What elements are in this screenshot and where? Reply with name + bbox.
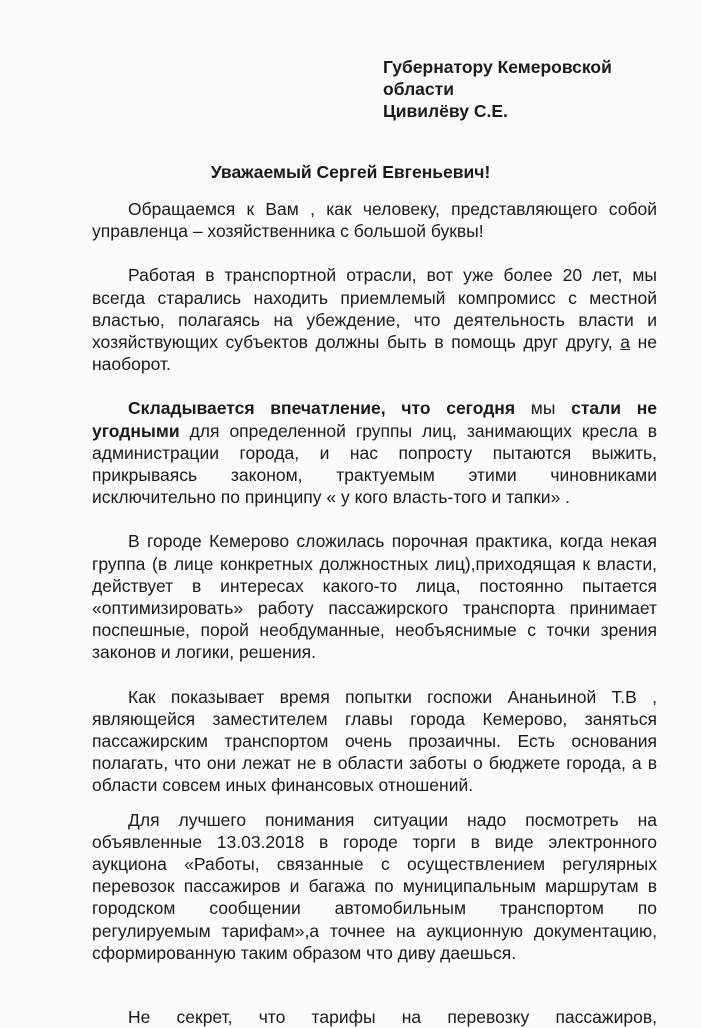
letter-body: [92, 198, 657, 1028]
underlined-word: а: [620, 332, 630, 353]
addressee-line: Губернатору Кемеровской: [383, 57, 612, 77]
paragraph-text: мы: [515, 398, 572, 419]
paragraph: Не секрет, что тарифы на перевозку пассажиров,: [128, 1007, 657, 1028]
addressee-block: [383, 56, 612, 122]
bold-text: Складывается впечатление, что сегодня: [128, 398, 516, 419]
bold-text: стали не угодными: [92, 398, 657, 441]
paragraph: [92, 397, 657, 508]
paragraph: Обращаемся к Вам , как человеку, представляющего собой управленца – хозяйственника с большой буквы!: [92, 199, 657, 242]
paragraph-text: не наоборот.: [92, 332, 657, 375]
salutation: Уважаемый Сергей Евгеньевич!: [210, 162, 491, 182]
addressee-line: области: [383, 79, 454, 99]
paragraph-text: Работая в транспортной отрасли, вот уже более 20 лет, мы всегда старались находить приемлемый компромисс с местной властью, полагаясь на убеждение, что деятельность власти и хозяйствующих субъектов должны быть в помощь друг другу,: [92, 265, 657, 353]
paragraph: Как показывает время попытки госпожи Ананьиной Т.В , являющейся заместителем главы города Кемерово, заняться пассажирским транспортом очень прозаичны. Есть основания полагать, что они лежат не в области заботы о бюджете города, а в области совсем иных финансовых отношений.: [92, 686, 657, 796]
paragraph-text: для определенной группы лиц, занимающих кресла в администрации города, и нас попросту пытаются выжить, прикрываясь законом, трактуемым этими чиновниками исключительно по принципу « у кого власть-того и тапки» .: [92, 420, 657, 508]
paragraph: В городе Кемерово сложилась порочная практика, когда некая группа (в лице конкретных должностных лиц),приходящая к власти, действует в интересах какого-то лица, постоянно пытается «оптимизировать» работу пассажирского транспорта принимает поспешные, порой необдуманные, необъяснимые с точки зрения законов и логики, решения.: [92, 531, 657, 663]
paragraph: Для лучшего понимания ситуации надо посмотреть на объявленные 13.03.2018 в городе торги в виде электронного аукциона «Работы, связанные с осуществлением регулярных перевозок пассажиров и багажа по муниципальным маршрутам в городском сообщении автомобильным транспортом по регулируемым тарифам»,а точнее на аукционную документацию, сформированную таким образом что диву даешься.: [92, 809, 657, 963]
addressee-line: Цивилёву С.Е.: [383, 101, 508, 121]
paragraph: [92, 264, 657, 375]
